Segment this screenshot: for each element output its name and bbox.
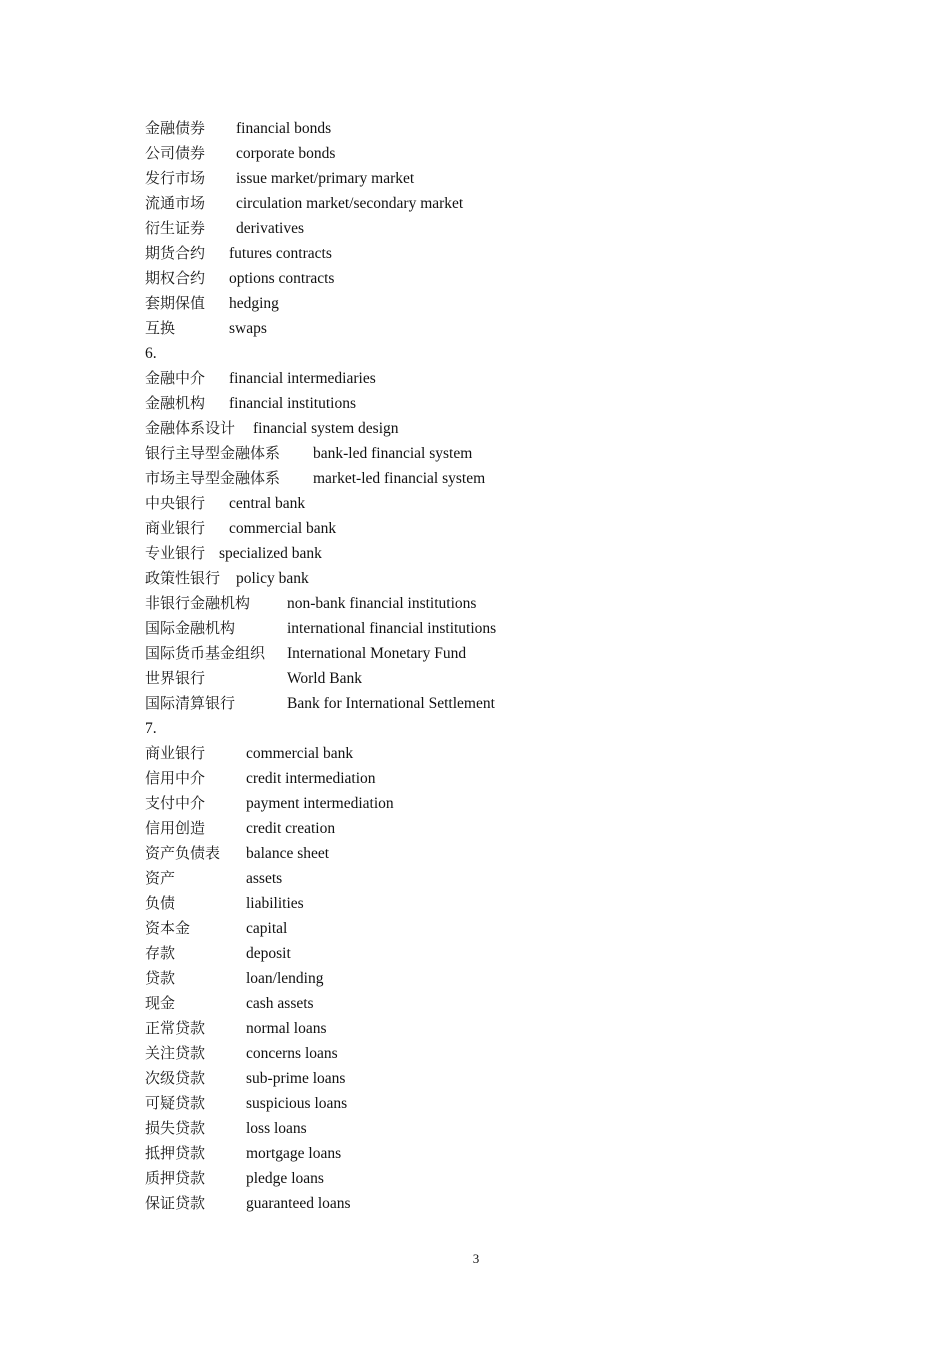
term-row [145,141,463,166]
term-row [145,566,496,591]
term-zh: 资本金 [145,919,191,937]
term-zh: 国际金融机构 [145,619,236,637]
term-row [145,416,496,441]
term-row [145,1066,394,1091]
term-en: International Monetary Fund [287,645,467,662]
term-en: financial intermediaries [229,370,376,387]
term-row [145,791,394,816]
glossary-section-6 [145,341,496,716]
term-en: loss loans [246,1120,307,1137]
section-number [145,341,496,366]
term-row [145,441,496,466]
term-zh: 非银行金融机构 [145,594,251,612]
term-en: World Bank [287,670,362,687]
term-en: international financial institutions [287,620,497,637]
term-zh: 商业银行 [145,519,206,537]
term-en: financial bonds [236,120,332,137]
term-zh: 关注贷款 [145,1044,206,1062]
term-en: financial institutions [229,395,356,412]
term-en: loan/lending [246,970,324,987]
term-zh: 国际清算银行 [145,694,236,712]
term-row [145,116,463,141]
term-en: credit intermediation [246,770,376,787]
term-zh: 正常贷款 [145,1019,206,1037]
term-row [145,216,463,241]
term-row [145,291,463,316]
term-zh: 资产负债表 [145,844,221,862]
term-zh: 公司债券 [145,144,206,162]
term-row [145,391,496,416]
term-row [145,491,496,516]
term-row [145,366,496,391]
term-row [145,816,394,841]
term-zh: 银行主导型金融体系 [145,444,281,462]
term-en: market-led financial system [313,470,486,487]
term-en: sub-prime loans [246,1070,346,1087]
term-zh: 存款 [145,944,176,962]
term-en: central bank [229,495,306,512]
term-zh: 中央银行 [145,494,206,512]
term-row [145,1016,394,1041]
term-row [145,1091,394,1116]
term-zh: 衍生证券 [145,219,206,237]
term-zh: 期权合约 [145,269,206,287]
term-zh: 国际货币基金组织 [145,644,266,662]
term-en: capital [246,920,288,937]
term-en: non-bank financial institutions [287,595,477,612]
term-en: swaps [229,320,267,337]
term-zh: 流通市场 [145,194,206,212]
term-row [145,916,394,941]
term-en: concerns loans [246,1045,338,1062]
term-row [145,666,496,691]
term-en: deposit [246,945,291,962]
term-zh: 发行市场 [145,169,206,187]
term-zh: 支付中介 [145,794,206,812]
term-zh: 负债 [145,894,176,912]
term-row [145,241,463,266]
term-row [145,591,496,616]
term-row [145,266,463,291]
page-number: 3 [472,1251,480,1266]
term-zh: 质押贷款 [145,1169,206,1187]
term-row [145,616,496,641]
term-row [145,1041,394,1066]
term-en: Bank for International Settlement [287,695,495,712]
term-zh: 金融债券 [145,119,206,137]
term-zh: 现金 [145,994,176,1012]
term-zh: 政策性银行 [145,569,221,587]
term-row [145,166,463,191]
term-zh: 贷款 [145,969,176,987]
term-row [145,316,463,341]
term-row [145,991,394,1016]
term-row [145,1116,394,1141]
term-row [145,966,394,991]
term-zh: 可疑贷款 [145,1094,206,1112]
term-row [145,516,496,541]
term-zh: 金融中介 [145,369,206,387]
term-zh: 信用创造 [145,819,206,837]
term-row [145,191,463,216]
term-zh: 损失贷款 [145,1119,206,1137]
term-en: liabilities [246,895,304,912]
term-row [145,1141,394,1166]
term-zh: 次级贷款 [145,1069,206,1087]
term-zh: 专业银行 [145,544,206,562]
term-zh: 金融机构 [145,394,206,412]
term-en: bank-led financial system [313,445,473,462]
term-zh: 互换 [145,319,176,337]
term-row [145,891,394,916]
term-en: financial system design [253,420,399,437]
term-en: assets [246,870,283,887]
term-zh: 信用中介 [145,769,206,787]
term-zh: 世界银行 [145,669,206,687]
term-row [145,766,394,791]
term-en: suspicious loans [246,1095,348,1112]
term-en: specialized bank [219,545,322,562]
term-zh: 金融体系设计 [145,419,236,437]
term-en: corporate bonds [236,145,336,162]
term-en: guaranteed loans [246,1195,351,1212]
term-row [145,866,394,891]
section-number-text: 6. [145,345,157,362]
term-en: normal loans [246,1020,327,1037]
term-row [145,1166,394,1191]
term-en: derivatives [236,220,305,237]
term-en: credit creation [246,820,336,837]
term-row [145,641,496,666]
term-en: options contracts [229,270,335,287]
term-zh: 抵押贷款 [145,1144,206,1162]
term-row [145,691,496,716]
term-row [145,1191,394,1216]
term-en: commercial bank [229,520,337,537]
glossary-section-7 [145,716,394,1216]
term-row [145,741,394,766]
term-en: mortgage loans [246,1145,342,1162]
term-en: circulation market/secondary market [236,195,464,212]
term-en: payment intermediation [246,795,394,812]
term-en: policy bank [236,570,309,587]
term-en: hedging [229,295,279,312]
term-zh: 套期保值 [145,294,206,312]
glossary-block-financial-markets [145,116,463,341]
term-row [145,941,394,966]
section-number [145,716,394,741]
term-en: pledge loans [246,1170,324,1187]
term-en: issue market/primary market [236,170,415,187]
term-en: commercial bank [246,745,354,762]
term-zh: 资产 [145,869,176,887]
term-zh: 商业银行 [145,744,206,762]
term-en: cash assets [246,995,314,1012]
term-row [145,541,496,566]
term-zh: 期货合约 [145,244,206,262]
term-row [145,466,496,491]
term-en: futures contracts [229,245,332,262]
term-row [145,841,394,866]
term-zh: 市场主导型金融体系 [145,469,281,487]
term-en: balance sheet [246,845,330,862]
term-zh: 保证贷款 [145,1194,206,1212]
section-number-text: 7. [145,720,157,737]
